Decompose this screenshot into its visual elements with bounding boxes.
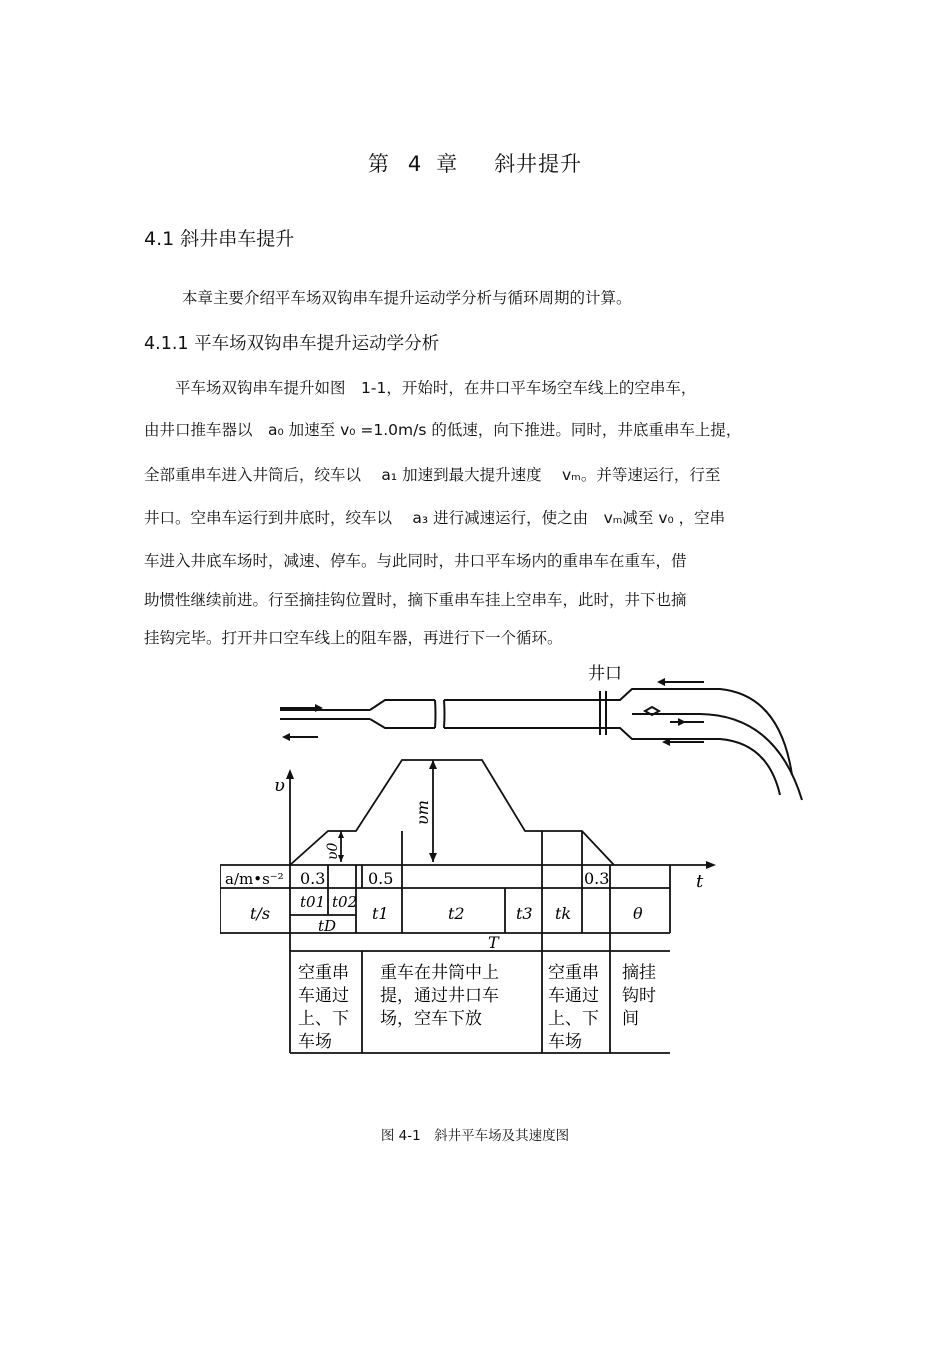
t-segment-label: t02 — [332, 893, 358, 911]
accel-value: 0.5 — [368, 869, 394, 888]
t-segment-label: t2 — [448, 904, 465, 923]
desc-line: 车通过 — [298, 986, 349, 1006]
accel-value: 0.3 — [584, 869, 610, 888]
chapter-suffix: 章 — [436, 152, 459, 176]
desc-line: 空重串 — [548, 963, 599, 983]
desc-line: 钩时 — [622, 986, 656, 1006]
desc-line: 车场 — [548, 1032, 582, 1052]
desc-line: 上、下 — [298, 1009, 349, 1029]
tD-label: tD — [318, 917, 337, 935]
vm-label: υm — [413, 800, 432, 825]
desc-line: 场，空车下放 — [380, 1009, 482, 1029]
desc-line: 上、下 — [548, 1009, 599, 1029]
paragraph-line: 由井口推车器以 a₀ 加速至 v₀ =1.0m/s 的低速，向下推进。同时，井底重串车上提， — [144, 421, 742, 439]
chapter-name: 斜井提升 — [494, 152, 583, 176]
t-segment-label: t1 — [372, 904, 389, 923]
paragraph-line: 井口。空串车运行到井底时，绞车以 a₃ 进行减速运行，使之由 vₘ减至 v₀ ，空串 — [144, 509, 726, 527]
paragraph-line: 车进入井底车场时，减速、停车。与此同时，井口平车场内的重串车在重车，借 — [144, 552, 687, 570]
shaft-label: 井口 — [588, 664, 622, 684]
desc-line: 车场 — [298, 1032, 332, 1052]
row-a-label: a/m•s⁻² — [225, 870, 284, 888]
chapter-title — [0, 148, 950, 178]
chapter-number: 4 — [407, 152, 423, 176]
figure-caption: 图 4-1 斜井平车场及其速度图 — [380, 1128, 570, 1144]
figure-4-1 — [220, 655, 820, 1075]
desc-line: 车通过 — [548, 986, 599, 1006]
axis-v-label: υ — [274, 775, 285, 796]
T-label: T — [488, 933, 499, 952]
paragraph-line: 平车场双钩串车提升如图 1-1，开始时，在井口平车场空车线上的空串车， — [144, 379, 697, 397]
section-heading: 4.1 斜井串车提升 — [144, 228, 295, 250]
t-segment-label: tk — [555, 904, 572, 923]
accel-value: 0.3 — [300, 869, 326, 888]
v0-label: υ0 — [325, 842, 341, 860]
row-t-label: t/s — [250, 904, 271, 923]
paragraph-line: 助惯性继续前进。行至摘挂钩位置时，摘下重串车挂上空串车，此时，井下也摘 — [144, 591, 687, 609]
t-segment-label: t3 — [516, 904, 533, 923]
t-segment-label: t01 — [300, 893, 326, 911]
desc-line: 间 — [622, 1009, 639, 1029]
subsection-heading: 4.1.1 平车场双钩串车提升运动学分析 — [144, 334, 440, 354]
desc-line: 提，通过井口车 — [380, 986, 499, 1006]
paragraph-line: 全部重串车进入井筒后，绞车以 a₁ 加速到最大提升速度 vₘ。并等速运行，行至 — [144, 466, 721, 484]
paragraph-line: 挂钩完毕。打开井口空车线上的阻车器，再进行下一个循环。 — [144, 629, 563, 647]
intro-text: 本章主要介绍平车场双钩串车提升运动学分析与循环周期的计算。 — [182, 289, 632, 307]
axis-t-label: t — [696, 871, 704, 892]
desc-line: 空重串 — [298, 963, 349, 983]
t-segment-label: θ — [633, 904, 643, 923]
desc-line: 重车在井筒中上 — [380, 963, 499, 983]
desc-line: 摘挂 — [622, 963, 656, 983]
speed-diagram — [220, 655, 820, 1075]
chapter-prefix: 第 — [367, 152, 390, 176]
